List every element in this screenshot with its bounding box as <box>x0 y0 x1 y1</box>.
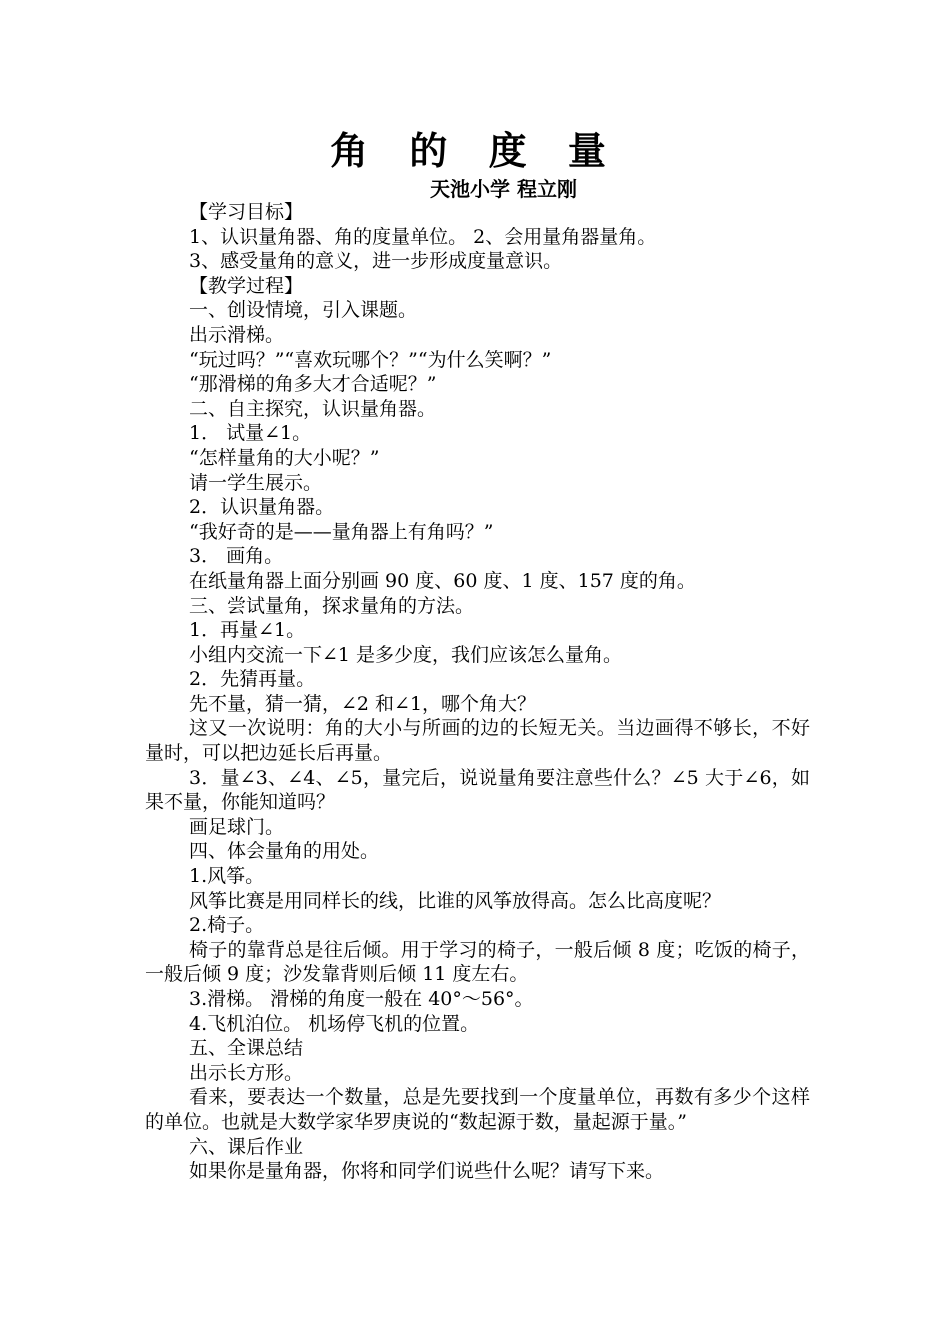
text-line: 1． 试量∠1。 <box>189 422 312 445</box>
document-author: 天池小学 程立刚 <box>430 177 577 201</box>
text-line: 出示滑梯。 <box>189 323 285 346</box>
section-heading-process: 【教学过程】 <box>189 274 304 297</box>
text-line: 画足球门。 <box>189 815 285 838</box>
text-line: 小组内交流一下∠1 是多少度，我们应该怎么量角。 <box>189 643 623 666</box>
text-line: 请一学生展示。 <box>189 471 323 494</box>
text-line: 3． 画角。 <box>189 545 284 568</box>
text-line: 2．先猜再量。 <box>189 668 316 691</box>
objective-line-2: 3、感受量角的意义，进一步形成度量意识。 <box>189 250 563 273</box>
objective-line-1: 1、认识量角器、角的度量单位。 2、会用量角器量角。 <box>189 225 657 248</box>
section-heading-objectives: 【学习目标】 <box>189 201 304 223</box>
step-heading-6: 六、课后作业 <box>189 1135 304 1158</box>
step-heading-2: 二、自主探究，认识量角器。 <box>189 397 437 420</box>
paragraph: 这又一次说明：角的大小与所画的边的长短无关。当边画得不够长，不好量时，可以把边延长后再量。 <box>145 717 810 765</box>
text-line: 先不量，猜一猜，∠2 和∠1，哪个角大？ <box>189 692 537 715</box>
text-line: 2.椅子。 <box>189 914 265 937</box>
text-line: 如果你是量角器，你将和同学们说些什么呢？请写下来。 <box>189 1160 665 1183</box>
paragraph: 椅子的靠背总是往后倾。用于学习的椅子，一般后倾 8 度；吃饭的椅子，一般后倾 9 度；沙发靠背则后倾 11 度左右。 <box>145 938 810 986</box>
paragraph: 3．量∠3、∠4、∠5，量完后，说说量角要注意些什么？∠5 大于∠6，如果不量，你能知道吗？ <box>145 766 810 814</box>
text-line: 3.滑梯。 滑梯的角度一般在 40°～56°。 <box>189 988 534 1010</box>
text-line: 4.飞机泊位。 机场停飞机的位置。 <box>189 1012 480 1035</box>
text-line: “我好奇的是——量角器上有角吗？” <box>189 520 494 543</box>
text-line: “玩过吗？”“喜欢玩哪个？”“为什么笑啊？” <box>189 348 552 371</box>
text-line: “怎样量角的大小呢？” <box>189 446 380 469</box>
step-heading-4: 四、体会量角的用处。 <box>189 840 380 863</box>
text-line: 出示长方形。 <box>189 1061 304 1084</box>
text-line: 风筝比赛是用同样长的线，比谁的风筝放得高。怎么比高度呢？ <box>189 889 722 912</box>
step-heading-5: 五、全课总结 <box>189 1037 304 1060</box>
text-line: 1．再量∠1。 <box>189 619 306 642</box>
text-line: “那滑梯的角多大才合适呢？” <box>189 373 437 396</box>
text-line: 1.风筝。 <box>189 865 265 888</box>
paragraph: 看来，要表达一个数量，总是先要找到一个度量单位，再数有多少个这样的单位。也就是大数学家华罗庚说的“数起源于数，量起源于量。” <box>145 1086 810 1133</box>
text-line: 在纸量角器上面分别画 90 度、60 度、1 度、157 度的角。 <box>189 569 696 592</box>
step-heading-1: 一、创设情境，引入课题。 <box>189 299 418 322</box>
text-line: 2．认识量角器。 <box>189 496 335 519</box>
step-heading-3: 三、尝试量角，探求量角的方法。 <box>189 594 475 617</box>
document-title: 角 的 度 量 <box>330 128 620 173</box>
document-body <box>145 200 810 1184</box>
